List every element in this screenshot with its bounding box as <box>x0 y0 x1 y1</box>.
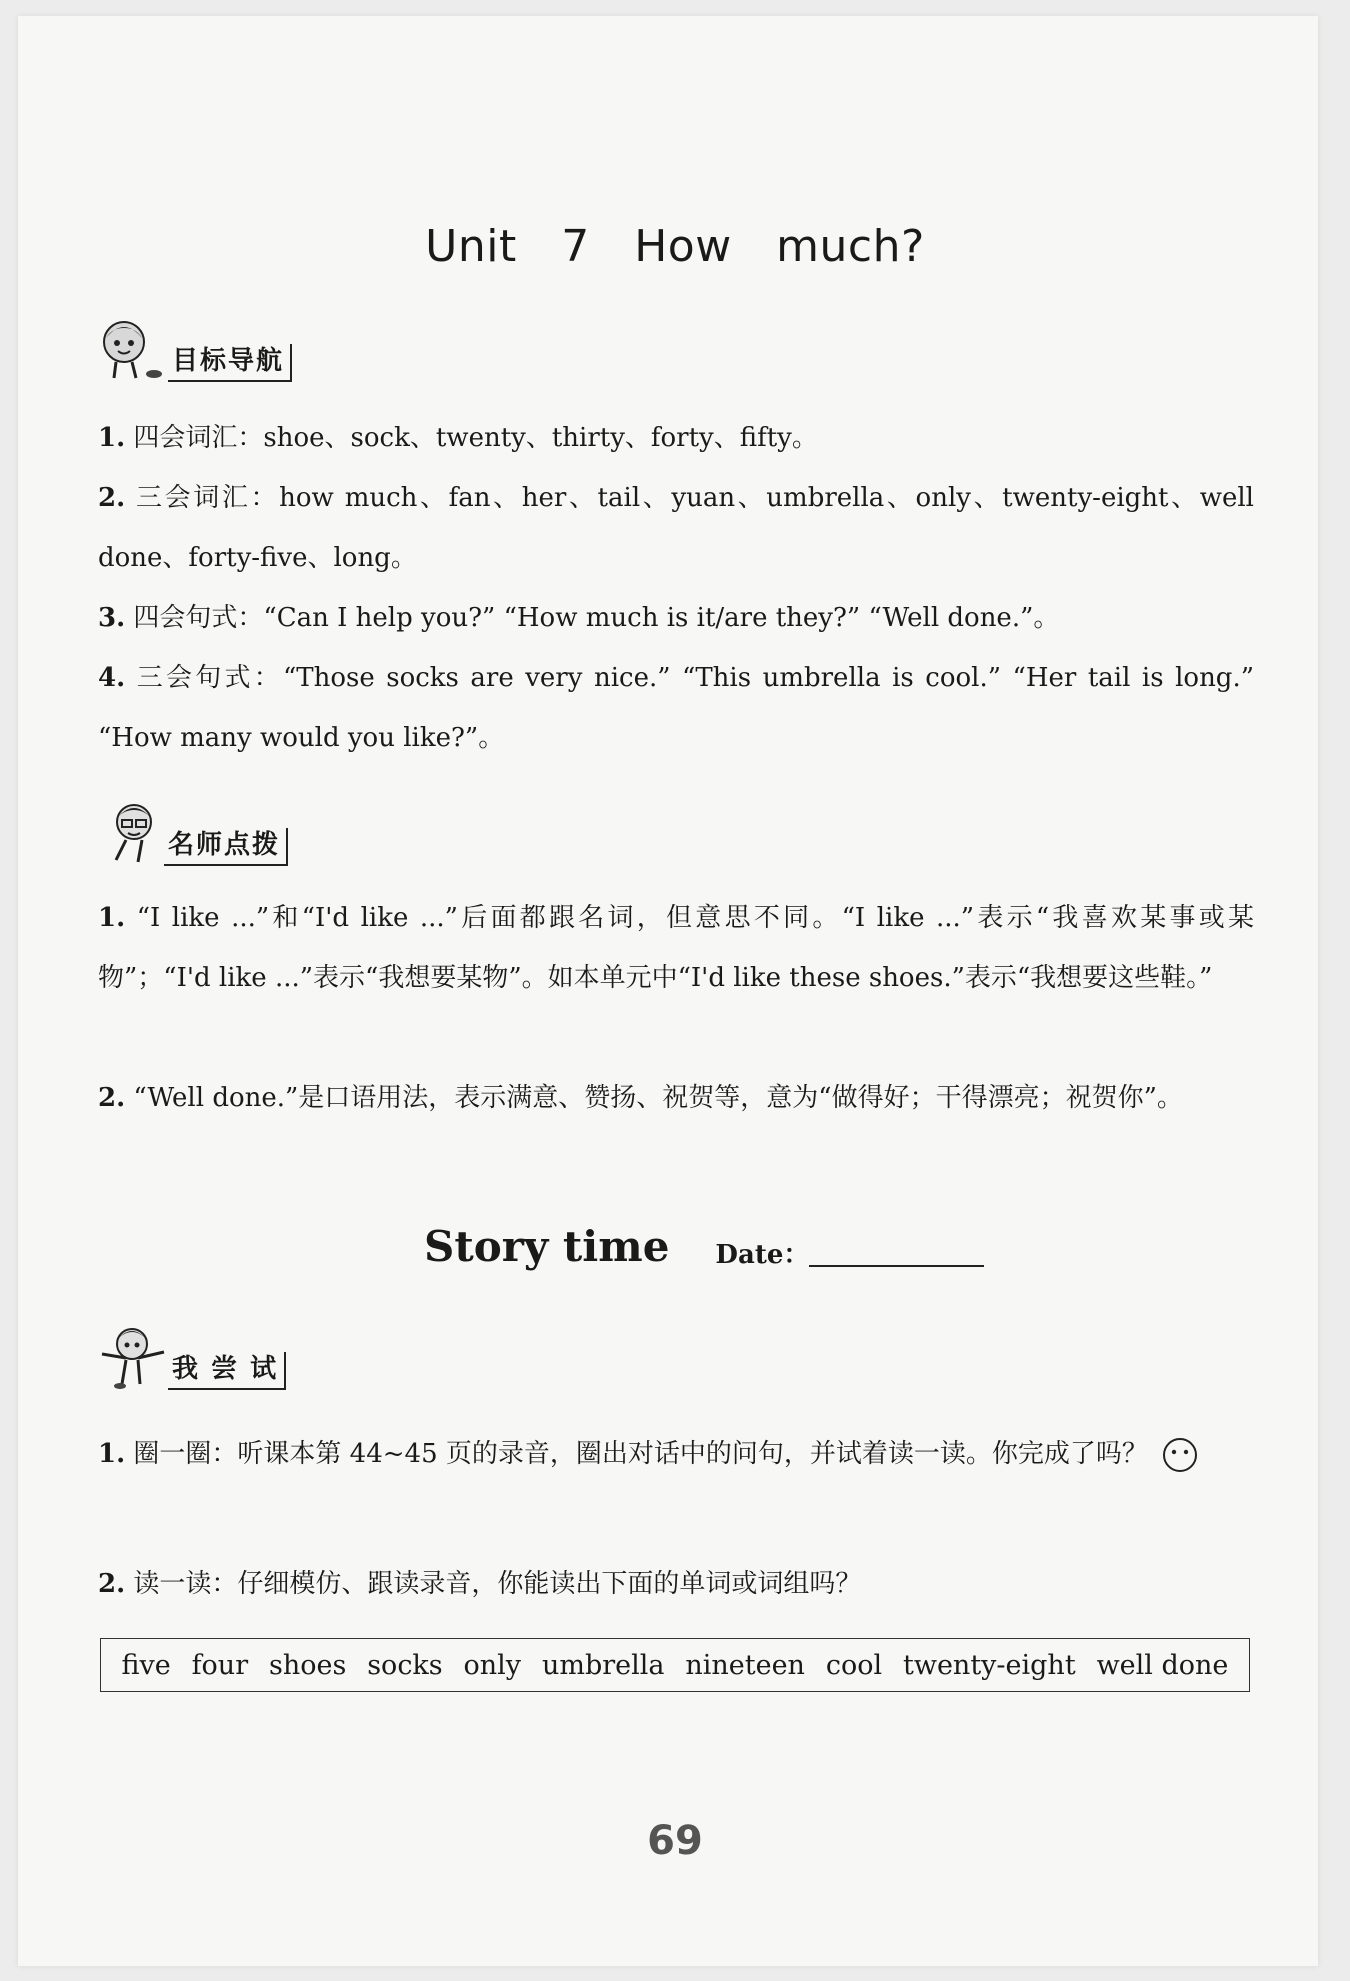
word-item: four <box>191 1649 249 1681</box>
try-number: 2. <box>98 1569 126 1599</box>
tip-item <box>98 888 1254 1008</box>
tip-number: 2. <box>98 1083 126 1113</box>
section-tips-header <box>108 796 288 866</box>
smiley-face-icon[interactable] <box>1162 1437 1198 1473</box>
word-item: twenty-eight <box>902 1649 1076 1681</box>
word-item: cool <box>825 1649 883 1681</box>
story-title: Story time <box>424 1222 670 1271</box>
goal-text: 四会词汇：shoe、sock、twenty、thirty、forty、fifty。 <box>133 423 818 453</box>
tip-item <box>98 1068 1254 1128</box>
goal-text: 三会句式：“Those socks are very nice.” “This umbrella is cool.” “Her tail is long.” “How many would you like?”。 <box>98 663 1255 753</box>
word-item: socks <box>367 1649 443 1681</box>
word-item: umbrella <box>541 1649 665 1681</box>
goal-item <box>98 408 1254 468</box>
story-time-heading <box>424 1222 984 1271</box>
girl-mascot-icon <box>96 316 168 382</box>
word-box <box>100 1638 1250 1692</box>
goal-number: 4. <box>98 663 126 693</box>
goal-item <box>98 588 1254 648</box>
tip-number: 1. <box>98 903 126 933</box>
tip-text: “Well done.”是口语用法，表示满意、赞扬、祝贺等，意为“做得好；干得漂亮；祝贺你”。 <box>133 1083 1183 1113</box>
section-goals-header <box>96 312 292 382</box>
page-number: 69 <box>647 1818 703 1864</box>
section-goals-label: 目标导航 <box>168 344 292 382</box>
section-tips-label: 名师点拨 <box>164 828 288 866</box>
girl-mascot-icon <box>108 800 164 866</box>
goal-text: 三会词汇：how much、fan、her、tail、yuan、umbrella、only、twenty-eight、well done、forty-five、long。 <box>98 483 1254 573</box>
word-item: only <box>463 1649 522 1681</box>
word-item: well done <box>1096 1649 1229 1681</box>
try-text: 读一读：仔细模仿、跟读录音，你能读出下面的单词或词组吗？ <box>133 1569 862 1599</box>
goal-number: 1. <box>98 423 126 453</box>
try-text: 圈一圈：听课本第 44~45 页的录音，圈出对话中的问句，并试着读一读。你完成了吗？ <box>133 1439 1148 1469</box>
unit-title: Unit 7 How much? <box>425 221 925 272</box>
girl-mascot-icon <box>96 1324 168 1390</box>
date-label: Date： <box>715 1240 810 1270</box>
word-item: five <box>121 1649 171 1681</box>
try-item <box>98 1554 1254 1614</box>
section-try-label: 我 尝 试 <box>168 1352 286 1390</box>
goal-item <box>98 648 1254 768</box>
goal-number: 2. <box>98 483 126 513</box>
try-item <box>98 1424 1254 1484</box>
word-item: shoes <box>268 1649 347 1681</box>
try-number: 1. <box>98 1439 126 1469</box>
goal-number: 3. <box>98 603 126 633</box>
tip-text: “I like ...”和“I'd like ...”后面都跟名词，但意思不同。“I like ...”表示“我喜欢某事或某物”；“I'd like ...”表示“我想要某物”。如本单元中“I'd like these shoes.”表示“我想要这些鞋。” <box>98 903 1255 993</box>
goal-item <box>98 468 1254 588</box>
date-field[interactable] <box>809 1263 984 1267</box>
section-try-header <box>96 1320 286 1390</box>
goal-text: 四会句式：“Can I help you?” “How much is it/are they?” “Well done.”。 <box>133 603 1060 633</box>
word-item: nineteen <box>685 1649 805 1681</box>
